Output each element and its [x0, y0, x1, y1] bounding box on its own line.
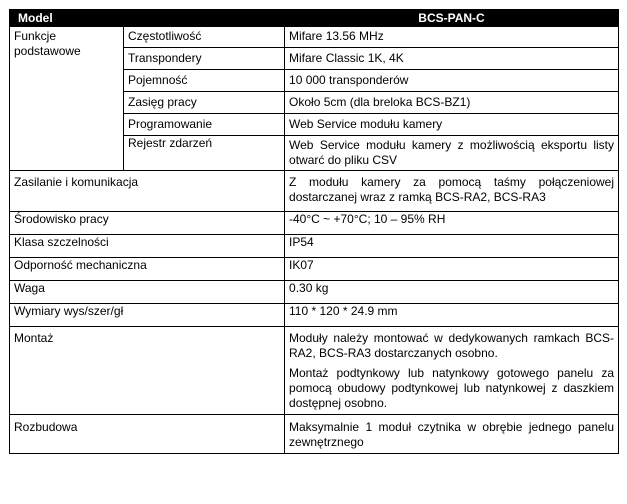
spec-name: Odporność mechaniczna	[10, 258, 285, 281]
table-row	[10, 415, 619, 454]
mounting-values	[285, 327, 619, 415]
spec-name: Rejestr zdarzeń	[124, 136, 285, 171]
spec-name: Zasięg pracy	[124, 92, 285, 114]
spec-value: Mifare 13.56 MHz	[285, 27, 619, 48]
spec-value: -40°C ~ +70°C; 10 – 95% RH	[285, 212, 619, 235]
model-value: BCS-PAN-C	[285, 10, 619, 27]
table-row	[10, 171, 619, 212]
spec-value: Web Service modułu kamery	[285, 114, 619, 136]
spec-value: IP54	[285, 235, 619, 258]
spec-name: Częstotliwość	[124, 27, 285, 48]
spec-value: 10 000 transponderów	[285, 70, 619, 92]
model-label: Model	[10, 10, 285, 27]
spec-name: Transpondery	[124, 48, 285, 70]
spec-value: Moduły należy montować w dedykowanych ramkach BCS-RA2, BCS-RA3 dostarczanych osobno.	[289, 331, 615, 360]
spec-name: Waga	[10, 281, 285, 304]
spec-table	[9, 9, 619, 454]
table-row	[10, 235, 619, 258]
spec-value: Z modułu kamery za pomocą taśmy połączeniowej dostarczanej wraz z ramką BCS-RA2, BCS-RA3	[285, 171, 619, 212]
spec-value: 110 * 120 * 24.9 mm	[285, 304, 619, 327]
spec-value: Web Service modułu kamery z możliwością eksportu listy otwarć do pliku CSV	[285, 136, 619, 171]
spec-name: Programowanie	[124, 114, 285, 136]
spec-name: Zasilanie i komunikacja	[10, 171, 285, 212]
spec-value: Maksymalnie 1 moduł czytnika w obrębie jednego panelu zewnętrznego	[285, 415, 619, 454]
table-row	[10, 281, 619, 304]
spec-value: 0.30 kg	[285, 281, 619, 304]
spec-value: Montaż podtynkowy lub natynkowy gotowego panelu za pomocą obudowy podtynkowej lub natynkowej z daszkiem dostępnej osobno.	[289, 366, 615, 410]
spec-value: Mifare Classic 1K, 4K	[285, 48, 619, 70]
table-row	[10, 304, 619, 327]
table-row	[10, 212, 619, 235]
spec-value: Około 5cm (dla breloka BCS-BZ1)	[285, 92, 619, 114]
functions-group-label: Funkcje podstawowe	[10, 27, 124, 171]
spec-name: Rozbudowa	[10, 415, 285, 454]
header-row	[10, 10, 619, 27]
spec-name: Montaż	[10, 327, 285, 415]
spec-name: Klasa szczelności	[10, 235, 285, 258]
table-row	[10, 327, 619, 415]
table-row	[10, 258, 619, 281]
spec-name: Wymiary wys/szer/gł	[10, 304, 285, 327]
spec-value: IK07	[285, 258, 619, 281]
table-row	[10, 27, 619, 48]
spec-name: Środowisko pracy	[10, 212, 285, 235]
spec-name: Pojemność	[124, 70, 285, 92]
